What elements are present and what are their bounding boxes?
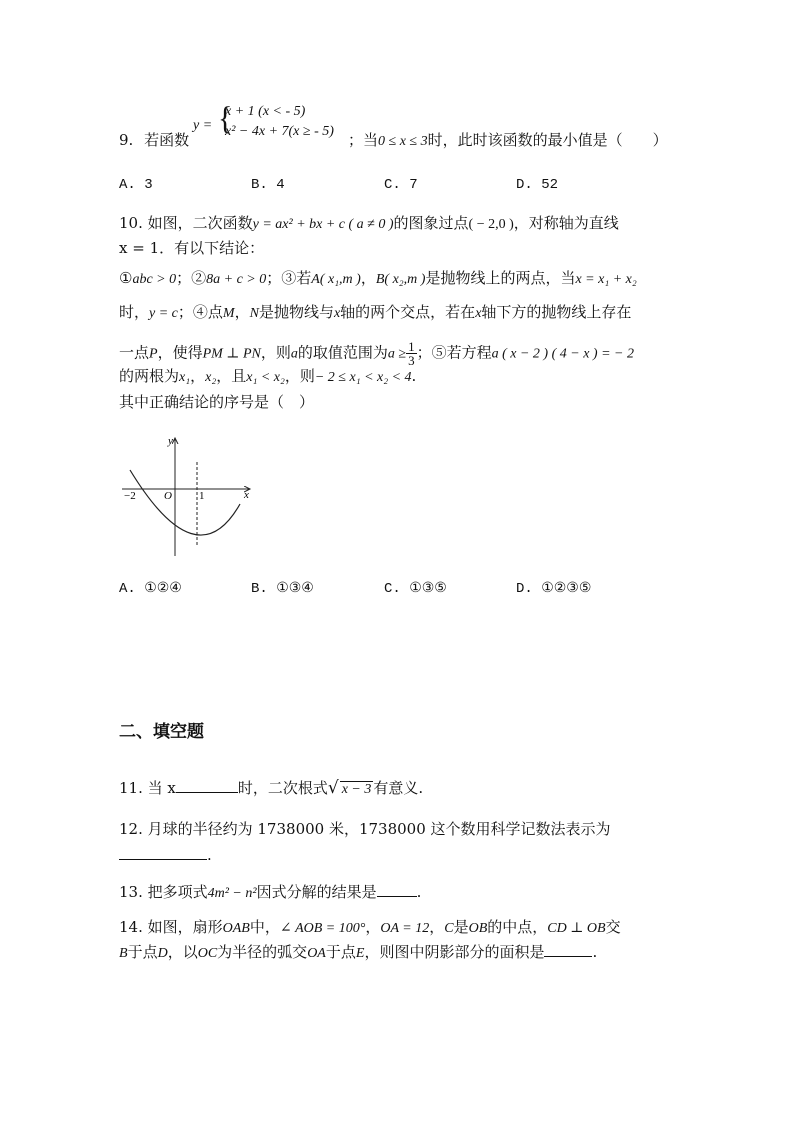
q10-math: x = x₁ + x₂: [575, 272, 637, 287]
q14-math: D: [157, 946, 168, 961]
q14-text: ，: [365, 918, 381, 936]
q9-option-a[interactable]: A. 3: [119, 177, 153, 193]
q12-text: 12. 月球的半径约为 1738000 米，1738000 这个数用科学记数法表示为: [119, 820, 611, 838]
q10-math: abc > 0: [132, 272, 177, 287]
q9-option-b[interactable]: B. 4: [251, 177, 285, 193]
q10-text: 的两根为: [119, 367, 180, 385]
q14-text: ，则图中阴影部分的面积是: [364, 943, 545, 961]
q10-math: x₁ < x₂: [246, 370, 285, 385]
q14-text: 于点: [325, 943, 356, 961]
q13-text: 因式分解的结果是: [256, 883, 377, 901]
q10-text: ；③若: [266, 269, 312, 287]
q14-text: 为半径的弧交: [217, 943, 308, 961]
q14-math: B: [119, 946, 128, 961]
q12-answer-blank[interactable]: [119, 845, 207, 860]
q10-text: ，则: [260, 343, 291, 362]
q10-text: ，: [234, 303, 250, 321]
q10-parabola-graph: [118, 432, 258, 562]
q14-text: 是: [453, 918, 469, 936]
x-axis-label: x: [244, 489, 249, 501]
q10-intro: 10. 如图，二次函数: [119, 214, 253, 232]
q10-math: B( x₂,m ): [375, 272, 426, 287]
q10-text: ，: [190, 367, 206, 385]
q10-math: A( x₁,m ): [311, 272, 361, 287]
sqrt-sign: √: [327, 778, 339, 798]
q10-text: ，使得: [157, 343, 203, 362]
q10-text: 是抛物线与: [258, 303, 334, 321]
q10-text: ；⑤若方程: [416, 343, 492, 362]
q14-math: OA: [307, 946, 326, 961]
q14-math: ∠ AOB = 100°: [279, 921, 366, 936]
q10-option-d[interactable]: D. ①②③⑤: [516, 581, 592, 597]
parabola-curve: [130, 470, 240, 535]
q10-math: − 2 ≤ x₁ < x₂ < 4: [314, 370, 412, 385]
q10-line-5: [119, 340, 634, 367]
q10-text: 的取值范围为: [297, 343, 388, 362]
q9-case2: x² − 4x + 7(x ≥ - 5): [225, 124, 334, 139]
q10-line-3: [119, 268, 637, 290]
q11-radicand: x − 3: [341, 782, 372, 797]
q10-text: 是抛物线上的两点，当: [425, 269, 576, 287]
q10-fraction: [406, 340, 417, 367]
q9-cond: 0 ≤ x ≤ 3: [378, 134, 428, 149]
q10-line-7: [119, 392, 314, 412]
q14-text: ，以: [167, 943, 198, 961]
q14-answer-blank[interactable]: [544, 942, 592, 957]
q11-text: 时，二次根式: [237, 779, 328, 797]
q10-text: 轴的两个交点，若在: [340, 303, 476, 321]
q14-text: 于点: [127, 943, 158, 961]
question-14-line-1: [119, 917, 621, 939]
q10-line-2: [119, 238, 264, 258]
q10-text: ，且: [216, 367, 247, 385]
q10-math: a: [290, 346, 298, 362]
q10-text: ，则: [284, 367, 315, 385]
q10-text: 轴下方的抛物线上存在: [481, 303, 632, 321]
q10-text: ，对称轴为直线: [513, 214, 619, 232]
q10-math: PM ⊥ PN: [202, 346, 261, 362]
q9-option-c[interactable]: C. 7: [384, 177, 418, 193]
q10-option-a[interactable]: A. ①②④: [119, 581, 182, 597]
q10-text: ；④点: [177, 303, 223, 321]
section-2-title: 二、填空题: [119, 722, 204, 742]
q10-math: M: [222, 306, 235, 321]
q10-line-1: [119, 213, 619, 235]
q14-math: OA = 12: [380, 921, 430, 936]
question-12-answer-line: [119, 845, 212, 865]
question-14-line-2: [119, 942, 597, 964]
q10-text: 的图象过点: [393, 214, 469, 232]
q13-text: .: [416, 883, 422, 901]
q14-text: 交: [605, 918, 621, 936]
question-11: [119, 778, 423, 798]
q10-line-6: [119, 366, 416, 388]
q10-axis-statement: x = 1．有以下结论：: [119, 239, 265, 257]
q10-text: ，: [360, 269, 376, 287]
q14-math: C: [444, 921, 454, 936]
q10-math: x: [475, 306, 482, 321]
q10-math: x₂: [205, 370, 217, 385]
q10-text: .: [411, 367, 417, 385]
q14-text: 的中点，: [487, 918, 548, 936]
q14-text: 14. 如图，扇形: [119, 918, 223, 936]
fraction-numerator: 1: [408, 339, 415, 354]
q9-option-d[interactable]: D. 52: [516, 177, 559, 193]
q13-text: 13. 把多项式: [119, 883, 208, 901]
q14-math: E: [355, 946, 365, 961]
q14-math: CD ⊥ OB: [547, 921, 606, 936]
q10-question: 其中正确结论的序号是（ ）: [119, 393, 315, 411]
q10-text: 一点: [119, 343, 150, 362]
q9-number: 9.: [119, 131, 134, 149]
q9-case1: x + 1 (x < - 5): [225, 104, 306, 119]
q10-line-4: [119, 302, 631, 324]
q12-text: .: [207, 846, 212, 864]
q9-intro: 若函数: [144, 131, 190, 149]
q14-math: OB: [468, 921, 488, 936]
q9-cond-pre: ；当: [348, 131, 379, 149]
q10-point: ( − 2,0 ): [468, 217, 514, 232]
q9-cond-post: 时，此时该函数的最小值是（ ）: [427, 131, 668, 149]
q13-answer-blank[interactable]: [377, 882, 417, 897]
q11-answer-blank[interactable]: [176, 778, 238, 793]
q14-text: 中，: [249, 918, 280, 936]
q14-text: .: [592, 943, 598, 961]
q14-math: OAB: [222, 921, 250, 936]
neg2-label: −2: [124, 490, 136, 502]
one-label: 1: [199, 490, 205, 502]
q10-math: P: [149, 346, 158, 362]
fraction-denominator: 3: [408, 353, 415, 368]
q11-text: 11. 当 x: [119, 779, 176, 797]
q10-option-b[interactable]: B. ①③④: [251, 581, 314, 597]
q10-math: 8a + c > 0: [206, 272, 267, 287]
q14-math: OC: [197, 946, 218, 961]
q9-brace: {: [218, 100, 233, 137]
q10-math: N: [249, 306, 259, 321]
q10-function: y = ax² + bx + c ( a ≠ 0 ): [252, 217, 394, 232]
q10-option-c[interactable]: C. ①③⑤: [384, 581, 447, 597]
q10-math: a ≥: [387, 346, 407, 362]
q9-y-eq: y =: [193, 118, 213, 133]
q14-text: ，: [429, 918, 445, 936]
q10-text: 时，: [119, 303, 150, 321]
question-12: [119, 819, 611, 839]
q10-math: x: [333, 306, 341, 321]
y-axis-label: y: [168, 435, 173, 447]
origin-label: O: [164, 490, 172, 502]
q10-text: ；②: [176, 269, 207, 287]
question-13: [119, 882, 421, 904]
q11-text: 有意义.: [373, 779, 424, 797]
q10-math: a ( x − 2 ) ( 4 − x ) = − 2: [491, 346, 634, 362]
q10-math: x₁: [179, 370, 191, 385]
q13-expression: 4m² − n²: [207, 886, 257, 901]
q10-math: y = c: [149, 306, 178, 321]
q10-text: ①: [119, 269, 133, 287]
